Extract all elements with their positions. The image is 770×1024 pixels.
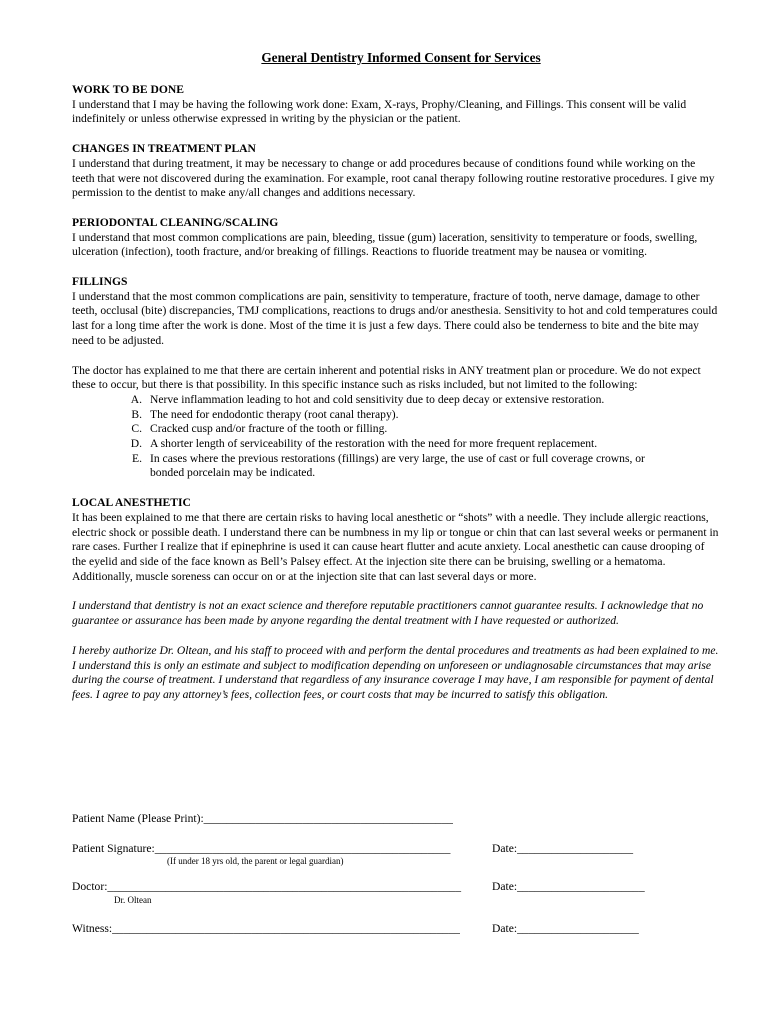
section-work-to-be-done xyxy=(72,83,720,127)
section-heading: FILLINGS xyxy=(72,275,128,289)
doctor-date-field[interactable]: Date:______________________ xyxy=(492,880,645,893)
list-item xyxy=(72,422,720,437)
section-risks xyxy=(72,364,720,482)
section-changes-in-treatment-plan xyxy=(72,142,720,201)
list-item xyxy=(72,393,720,408)
list-item xyxy=(72,437,720,452)
doctor-name-label: Dr. Oltean xyxy=(114,895,152,905)
list-item xyxy=(72,452,720,481)
section-heading: PERIODONTAL CLEANING/SCALING xyxy=(72,215,279,229)
acknowledgement-paragraph: I understand that dentistry is not an exact science and therefore reputable practitioners cannot guarantee results. I acknowledge that no guarantee or assurance has been made by anyone regarding the dental treatment with I have requested or authorized. xyxy=(72,599,704,628)
guardian-note: (If under 18 yrs old, the parent or legal guardian) xyxy=(167,856,344,866)
risk-text: A shorter length of serviceability of the restoration with the need for more frequent replacement. xyxy=(150,437,598,451)
document-title: General Dentistry Informed Consent for Services xyxy=(261,50,541,65)
signature-block xyxy=(72,812,720,942)
section-body: It has been explained to me that there are certain risks to having local anesthetic or “shots” with a needle. They include allergic reactions, electric shock or possible death. I understand there can be numbness in my lip or tongue or chin that can last several weeks or permanent in rare cases. Further I realize that if epinephrine is used it can cause heart flutter and acute anxiety. Local anesthetic can cause drooping of the eyelid and side of the face known as Bell’s Palsey effect. At the injection site there can be bruising, swelling or a hematoma. Additionally, muscle soreness can occur on or at the injection site that can last several days or more. xyxy=(72,510,719,583)
risk-letter: E. xyxy=(132,451,142,465)
risk-letter: A. xyxy=(130,392,142,406)
section-body: I understand that most common complications are pain, bleeding, tissue (gum) laceration, sensitivity to temperature or foods, swelling, ulceration (infection), tooth fracture, and/or breaking of fillings. Reactions to fluoride treatment may be nausea or vomiting. xyxy=(72,230,698,259)
authorization-paragraph: I hereby authorize Dr. Oltean, and his staff to proceed with and perform the dental procedures and treatments as had been explained to me. I understand this is only an estimate and subject to modification depending on unforeseen or undiagnosable circumstances that may arise during the course of treatment. I understand that regardless of any insurance coverage I may have, I am responsible for payment of dental fees. I agree to pay any attorney’s fees, collection fees, or court costs that may be incurred to satisfy this obligation. xyxy=(72,643,719,701)
section-heading: WORK TO BE DONE xyxy=(72,83,184,96)
section-heading: LOCAL ANESTHETIC xyxy=(72,496,191,510)
list-item xyxy=(72,408,720,423)
risk-text: Nerve inflammation leading to hot and cold sensitivity due to deep decay or extensive restoration. xyxy=(150,392,605,406)
risk-letter: B. xyxy=(131,407,142,421)
patient-signature-field[interactable]: Patient Signature:___________________________________________________ xyxy=(72,842,451,855)
patient-date-field[interactable]: Date:____________________ xyxy=(492,842,634,855)
risk-text: Cracked cusp and/or fracture of the tooth or filling. xyxy=(150,422,388,436)
section-heading: CHANGES IN TREATMENT PLAN xyxy=(72,142,256,156)
witness-signature-field[interactable]: Witness:____________________________________________________________ xyxy=(72,922,460,935)
witness-date-field[interactable]: Date:_____________________ xyxy=(492,922,639,935)
section-local-anesthetic xyxy=(72,496,720,584)
patient-name-field[interactable]: Patient Name (Please Print):___________________________________________ xyxy=(72,812,453,825)
risk-text: The need for endodontic therapy (root canal therapy). xyxy=(150,407,399,421)
consent-form-body xyxy=(72,50,720,718)
section-body: I understand that the most common complications are pain, sensitivity to temperature, fracture of tooth, nerve damage, damage to other teeth, occlusal (bite) discrepancies, TMJ complications, reactions to drugs and/or anesthesia. Sensitivity to hot and cold temperatures could last for a long time after the work is done. Most of the time it is just a few days. There could also be tenderness to bite and the bite may need to be adjusted. xyxy=(72,289,718,347)
risk-list xyxy=(72,393,720,481)
risk-text: In cases where the previous restorations (fillings) are very large, the use of cast or full coverage crowns, or bonded porcelain may be indicated. xyxy=(150,451,645,480)
risk-letter: D. xyxy=(130,437,142,451)
section-body: I understand that I may be having the following work done: Exam, X-rays, Prophy/Cleaning, and Fillings. This consent will be valid indefinitely or unless otherwise expressed in writing by the physician or the patient. xyxy=(72,97,687,126)
risk-letter: C. xyxy=(131,422,142,436)
section-fillings xyxy=(72,275,720,349)
section-periodontal-cleaning xyxy=(72,216,720,260)
section-body: I understand that during treatment, it may be necessary to change or add procedures because of conditions found while working on the teeth that were not discovered during the examination. For example, root canal therapy following routine restorative procedures. I give my permission to the dentist to make any/all changes and additions necessary. xyxy=(72,156,715,200)
doctor-signature-field[interactable]: Doctor:_____________________________________________________________ xyxy=(72,880,462,893)
risks-intro: The doctor has explained to me that there are certain inherent and potential risks in ANY treatment plan or procedure. We do not expect these to occur, but there is that possibility. In this specific instance such as risks included, but not limited to the following: xyxy=(72,363,701,392)
